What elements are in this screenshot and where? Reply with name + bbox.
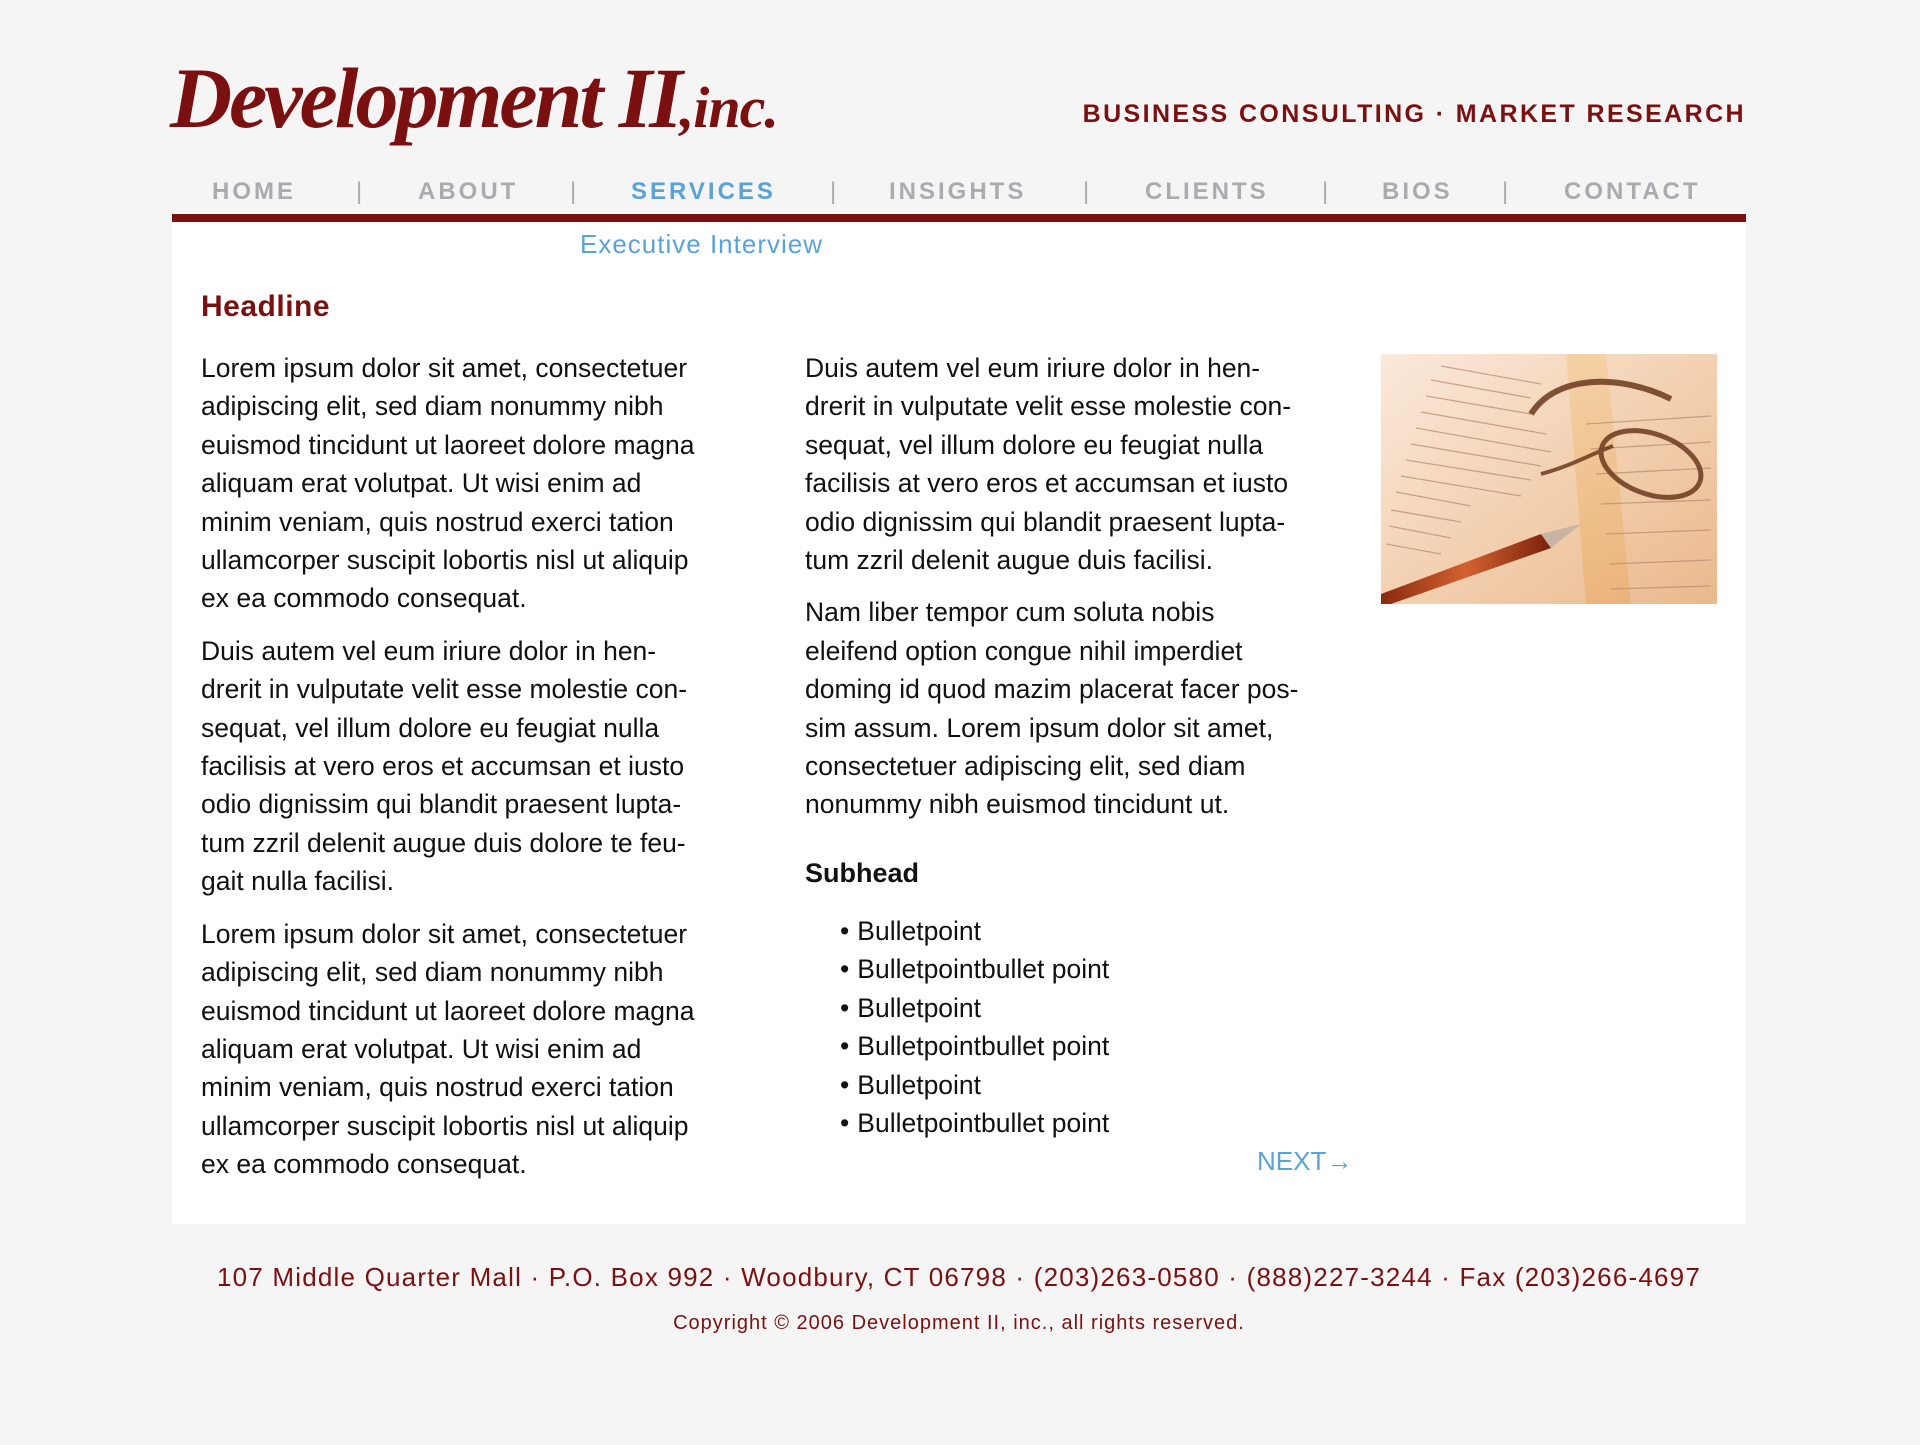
next-link[interactable]: NEXT→ [1257,1146,1353,1176]
list-item: • Bulletpointbullet point [840,950,1109,988]
list-item: • Bulletpoint [840,989,1109,1027]
list-item: • Bulletpoint [840,912,1109,950]
nav-item-bios[interactable]: BIOS [1382,178,1453,205]
nav-item-services[interactable]: SERVICES [631,178,776,205]
nav-underline-bar [172,214,1746,222]
nav-separator: | [830,178,837,205]
page-headline: Headline [201,290,331,323]
nav-separator: | [1083,178,1090,205]
tagline: BUSINESS CONSULTING · MARKET RESEARCH [1082,100,1746,128]
paragraph: Duis autem vel eum iriure dolor in hen- drerit in vulputate velit esse molestie con- sequat, vel illum dolore eu feugiat nulla facilisis at vero eros et accumsan et iusto odio dignissim qui blandit praesent lupta- tum zzril delenit augue duis dolore te feu- gait nulla facilisi. [201,635,688,897]
paragraph: Nam liber tempor cum soluta nobis eleifend option congue nihil imperdiet doming id quod mazim placerat facer pos- sim assum. Lorem ipsum dolor sit amet, consectetuer adipiscing elit, sed diam nonummy nibh euismod tincidunt ut. [805,597,1299,820]
nav-separator: | [1502,178,1509,205]
bullet-list [840,912,1109,1142]
content-column-right [805,349,1365,838]
paragraph: Lorem ipsum dolor sit amet, consectetuer adipiscing elit, sed diam nonummy nibh euismod tincidunt ut laoreet dolore magna aliquam erat volutpat. Ut wisi enim ad minim veniam, quis nostrud exerci tation ullamcorper suscipit lobortis nisl ut aliquip ex ea commodo consequat. [201,353,695,614]
footer-copyright: Copyright © 2006 Development II, inc., all rights reserved. [673,1312,1245,1334]
list-item: • Bulletpointbullet point [840,1027,1109,1065]
nav-item-clients[interactable]: CLIENTS [1145,178,1269,205]
nav-separator: | [570,178,577,205]
nav-separator: | [356,178,363,205]
list-item: • Bulletpoint [840,1066,1109,1104]
nav-item-insights[interactable]: INSIGHTS [889,178,1027,205]
list-item: • Bulletpointbullet point [840,1104,1109,1142]
company-logo[interactable] [170,48,778,148]
footer-address: 107 Middle Quarter Mall · P.O. Box 992 · Woodbury, CT 06798 · (203)263-0580 · (888)227-3244 · Fax (203)266-4697 [216,1262,1702,1292]
nav-separator: | [1322,178,1329,205]
logo-suffix-text: ,inc. [679,75,778,140]
subhead: Subhead [805,858,920,888]
nav-item-contact[interactable]: CONTACT [1564,178,1701,205]
subnav-executive-interview[interactable]: Executive Interview [580,229,823,259]
photo-illustration-icon [1381,354,1717,604]
main-nav [172,176,1746,212]
paragraph: Duis autem vel eum iriure dolor in hen- drerit in vulputate velit esse molestie con- sequat, vel illum dolore eu feugiat nulla facilisis at vero eros et accumsan et iusto odio dignissim qui blandit praesent lupta- tum zzril delenit augue duis facilisi. [805,353,1292,576]
logo-main-text: Development II [170,50,680,146]
glasses-pen-financial-report-photo [1381,354,1717,604]
nav-item-about[interactable]: ABOUT [418,178,519,205]
paragraph: Lorem ipsum dolor sit amet, consectetuer adipiscing elit, sed diam nonummy nibh euismod tincidunt ut laoreet dolore magna aliquam erat volutpat. Ut wisi enim ad minim veniam, quis nostrud exerci tation ullamcorper suscipit lobortis nisl ut aliquip ex ea commodo consequat. [201,918,695,1180]
content-column-left [201,349,761,1198]
nav-item-home[interactable]: HOME [212,178,296,205]
